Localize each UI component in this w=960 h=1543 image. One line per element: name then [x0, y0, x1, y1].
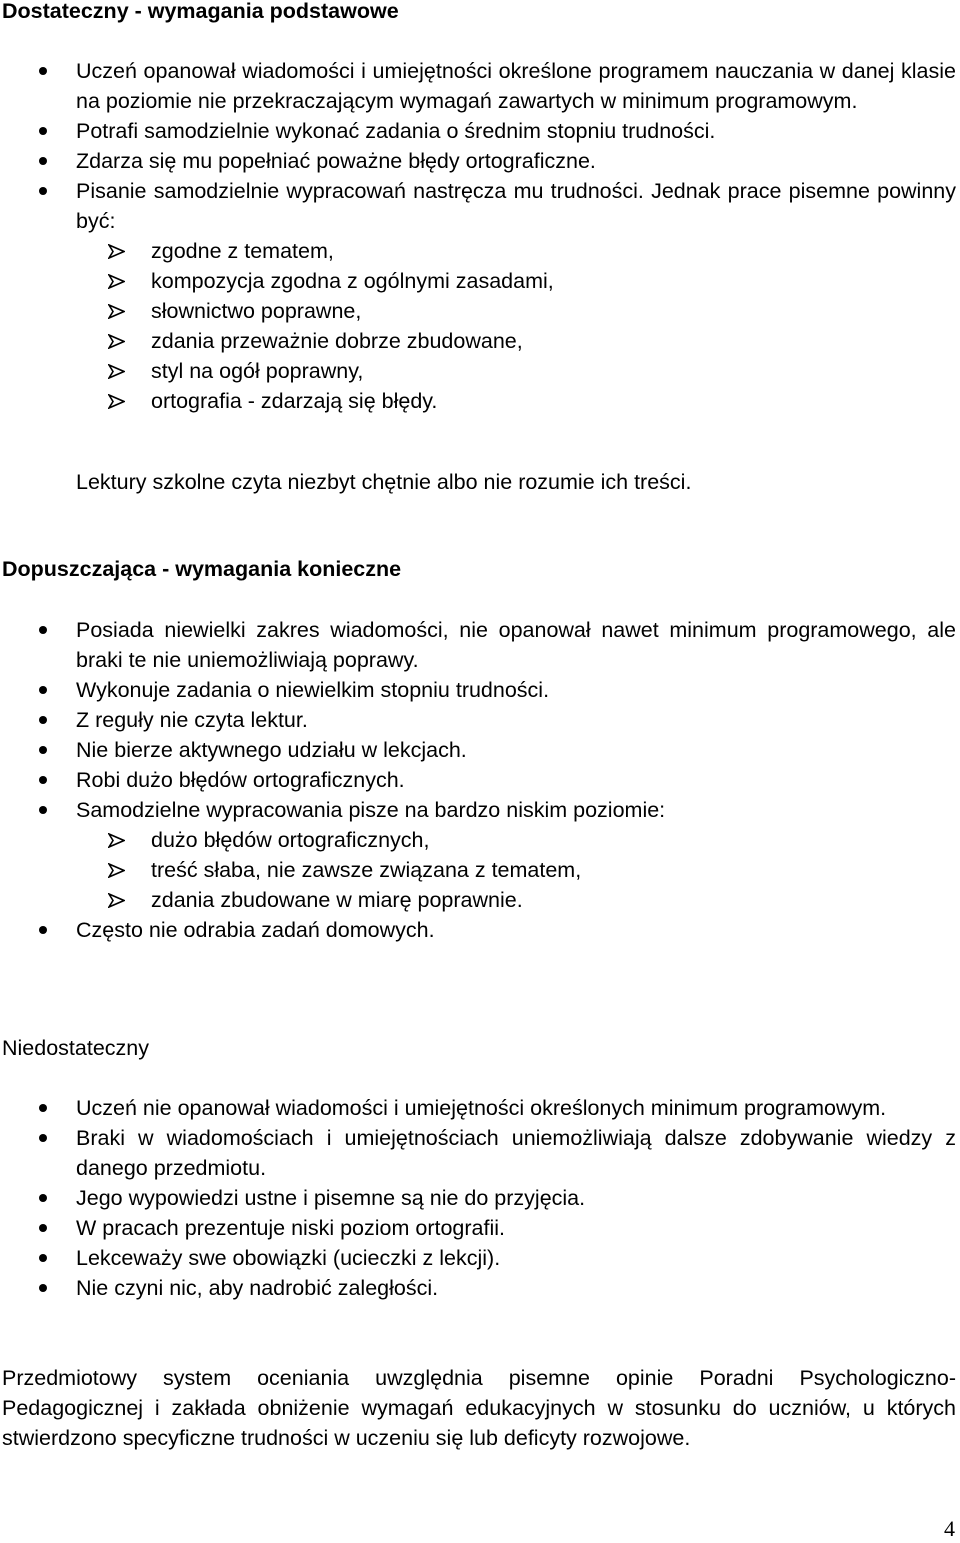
- list-item: [0, 116, 956, 146]
- list-item-text: Lekceważy swe obowiązki (ucieczki z lekcji).: [76, 1246, 501, 1270]
- bullet-icon: [39, 806, 47, 814]
- list-item-text: Jego wypowiedzi ustne i pisemne są nie do przyjęcia.: [76, 1186, 586, 1210]
- list-item-text: Nie czyni nic, aby nadrobić zaległości.: [76, 1276, 439, 1300]
- section-heading-dopuszczajaca: Dopuszczająca - wymagania konieczne: [2, 557, 402, 581]
- list-item-text: Często nie odrabia zadań domowych.: [76, 918, 435, 942]
- arrowhead-bullet-icon: [108, 244, 125, 259]
- list-item: [0, 1123, 956, 1183]
- lektury-note: Lektury szkolne czyta niezbyt chętnie albo nie rozumie ich treści.: [76, 470, 692, 494]
- bullet-icon: [39, 626, 47, 634]
- sub-list-item: [0, 236, 956, 266]
- closing-paragraph: Przedmiotowy system oceniania uwzględnia pisemne opinie Poradni Psychologiczno-Pedagogicznej i zakłada obniżenie wymagań edukacyjnych w stosunku do uczniów, u których stwierdzono specyficzne trudności w uczeniu się lub deficyty rozwojowe.: [2, 1366, 956, 1450]
- section-heading-dostateczny: Dostateczny - wymagania podstawowe: [2, 0, 399, 23]
- list-item-text: Zdarza się mu popełniać poważne błędy ortograficzne.: [76, 149, 596, 173]
- sub-list-item: [0, 326, 956, 356]
- dostateczny-list: [0, 56, 956, 416]
- arrowhead-bullet-icon: [108, 893, 125, 908]
- list-item: [0, 56, 956, 116]
- list-item: [0, 915, 956, 945]
- bullet-icon: [39, 1194, 47, 1202]
- bullet-icon: [39, 926, 47, 934]
- bullet-icon: [39, 1224, 47, 1232]
- bullet-icon: [39, 187, 47, 195]
- list-item-text: Braki w wiadomościach i umiejętnościach uniemożliwiają dalsze zdobywanie wiedzy z danego przedmiotu.: [76, 1126, 956, 1180]
- list-item: [0, 765, 956, 795]
- list-item-text: Nie bierze aktywnego udziału w lekcjach.: [76, 738, 467, 762]
- list-item: [0, 1183, 956, 1213]
- arrowhead-bullet-icon: [108, 863, 125, 878]
- sub-list-item-text: zdania przeważnie dobrze zbudowane,: [151, 329, 523, 353]
- sub-list-item-text: treść słaba, nie zawsze związana z tematem,: [151, 858, 582, 882]
- bullet-icon: [39, 127, 47, 135]
- list-item: [0, 1093, 956, 1123]
- list-item: [0, 615, 956, 675]
- sub-list-item-text: zdania zbudowane w miarę poprawnie.: [151, 888, 523, 912]
- arrowhead-bullet-icon: [108, 364, 125, 379]
- bullet-icon: [39, 1284, 47, 1292]
- bullet-icon: [39, 776, 47, 784]
- sub-list-item: [0, 825, 956, 855]
- list-item-text: Samodzielne wypracowania pisze na bardzo niskim poziomie:: [76, 798, 666, 822]
- sub-list-item: [0, 885, 956, 915]
- dopuszczajaca-list: [0, 615, 956, 945]
- list-item-text: Posiada niewielki zakres wiadomości, nie opanował nawet minimum programowego, ale braki te nie uniemożliwiają poprawy.: [76, 618, 956, 672]
- sub-list-item-text: kompozycja zgodna z ogólnymi zasadami,: [151, 269, 554, 293]
- arrowhead-bullet-icon: [108, 274, 125, 289]
- list-item: [0, 675, 956, 705]
- sub-list-item-text: zgodne z tematem,: [151, 239, 334, 263]
- list-item-text: Pisanie samodzielnie wypracowań nastręcza mu trudności. Jednak prace pisemne powinny być:: [76, 179, 956, 233]
- list-item: [0, 176, 956, 236]
- list-item: [0, 146, 956, 176]
- bullet-icon: [39, 67, 47, 75]
- bullet-icon: [39, 157, 47, 165]
- list-item-text: Potrafi samodzielnie wykonać zadania o średnim stopniu trudności.: [76, 119, 716, 143]
- list-item-text: Z reguły nie czyta lektur.: [76, 708, 308, 732]
- arrowhead-bullet-icon: [108, 304, 125, 319]
- bullet-icon: [39, 1254, 47, 1262]
- list-item-text: Uczeń nie opanował wiadomości i umiejętności określonych minimum programowym.: [76, 1096, 887, 1120]
- sub-list-item: [0, 386, 956, 416]
- list-item-text: Wykonuje zadania o niewielkim stopniu trudności.: [76, 678, 550, 702]
- bullet-icon: [39, 716, 47, 724]
- sub-list-item-text: styl na ogół poprawny,: [151, 359, 364, 383]
- arrowhead-bullet-icon: [108, 394, 125, 409]
- sub-list-item: [0, 266, 956, 296]
- arrowhead-bullet-icon: [108, 334, 125, 349]
- list-item-text: Uczeń opanował wiadomości i umiejętności określone programem nauczania w danej klasie na poziomie nie przekraczającym wymagań zawartych w minimum programowym.: [76, 59, 956, 113]
- list-item: [0, 735, 956, 765]
- bullet-icon: [39, 1104, 47, 1112]
- list-item-text: W pracach prezentuje niski poziom ortografii.: [76, 1216, 505, 1240]
- sub-list-item: [0, 296, 956, 326]
- sub-list-item: [0, 356, 956, 386]
- list-item-text: Robi dużo błędów ortograficznych.: [76, 768, 405, 792]
- sub-list-item-text: słownictwo poprawne,: [151, 299, 362, 323]
- list-item: [0, 705, 956, 735]
- section-heading-niedostateczny: Niedostateczny: [2, 1036, 149, 1060]
- bullet-icon: [39, 746, 47, 754]
- sub-list-item-text: dużo błędów ortograficznych,: [151, 828, 430, 852]
- sub-list-item-text: ortografia - zdarzają się błędy.: [151, 389, 438, 413]
- sub-list-item: [0, 855, 956, 885]
- niedostateczny-list: [0, 1093, 956, 1303]
- page-number: 4: [944, 1516, 955, 1541]
- list-item: [0, 1213, 956, 1243]
- list-item: [0, 795, 956, 825]
- list-item: [0, 1273, 956, 1303]
- list-item: [0, 1243, 956, 1273]
- bullet-icon: [39, 686, 47, 694]
- bullet-icon: [39, 1134, 47, 1142]
- arrowhead-bullet-icon: [108, 833, 125, 848]
